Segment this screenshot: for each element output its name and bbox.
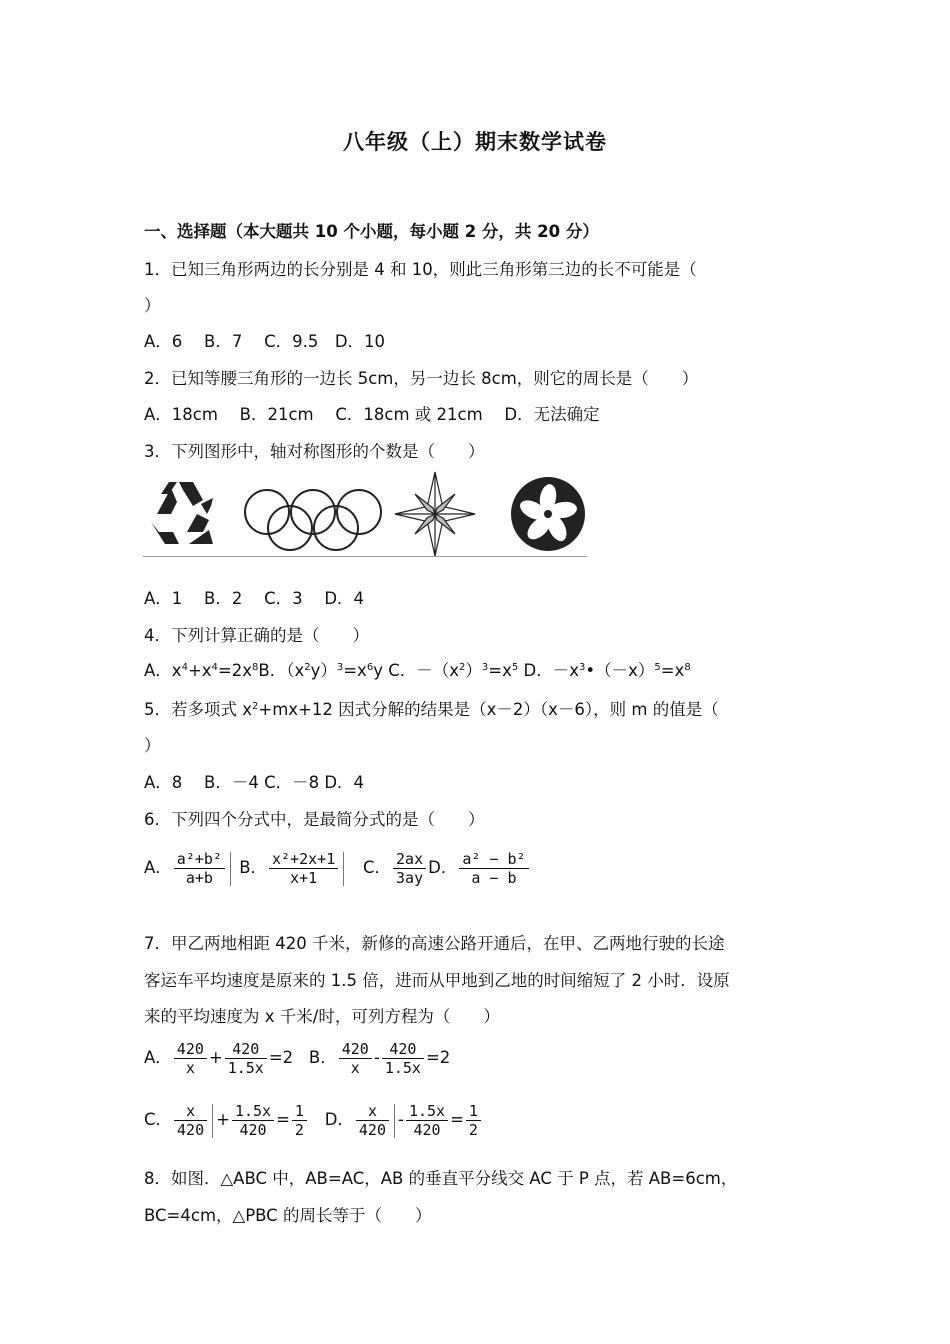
- question-4-stem: 4．下列计算正确的是（ ）: [144, 626, 369, 645]
- q7c-fraction-1: $\frac{x}{420}$: [174, 1102, 207, 1139]
- q6-fraction-b: $\frac{\text{x²+2x+1}}{x+1}$: [269, 850, 338, 887]
- question-6-stem: 6．下列四个分式中，是最简分式的是（ ）: [144, 810, 485, 829]
- question-5-stem: 5．若多项式 $x^2+mx+12$ 因式分解的结果是（x－2）（x－6），则 m 的值是（: [144, 700, 719, 719]
- figure-baseline: [143, 556, 587, 557]
- q7b-fraction-2: $\frac{420}{1.5x}$: [382, 1040, 424, 1077]
- bauhinia-flower-figure: [511, 477, 585, 551]
- question-3-figures: [143, 470, 587, 558]
- page-title: 八年级（上）期末数学试卷: [343, 130, 607, 154]
- question-8-line-2: BC=4cm，△PBC 的周长等于（ ）: [144, 1206, 432, 1225]
- question-2-options: A．18cm B．21cm C．18cm 或 21cm D．无法确定: [144, 405, 600, 424]
- question-1-options: A．6 B．7 C．9.5 D．10: [144, 332, 386, 351]
- question-5-options: A．8 B．－4 C．－8 D．4: [144, 773, 365, 792]
- q4-option-b: B．$(x^2y)^3=x^6y$: [258, 661, 383, 680]
- q7c-fraction-3: $\frac{1}{2}$: [292, 1102, 307, 1139]
- q4-option-c: C．$-(x^2)^3=x^5$: [388, 661, 519, 680]
- question-3-options: A．1 B．2 C．3 D．4: [144, 589, 365, 608]
- q7d-fraction-2: $\frac{1.5x}{420}$: [406, 1102, 448, 1139]
- question-4-options: [144, 657, 691, 681]
- q6-fraction-a: $\frac{\text{a²+b²}}{a+b}$: [174, 850, 225, 887]
- section-heading: 一、选择题（本大题共 10 个小题，每小题 2 分，共 20 分）: [144, 222, 599, 241]
- compass-star-figure: [395, 472, 475, 556]
- question-7-line-2: 客运车平均速度是原来的 1.5 倍，进而从甲地到乙地的时间缩短了 2 小时．设原: [144, 971, 730, 990]
- q7a-fraction-1: $\frac{420}{x}$: [174, 1040, 207, 1077]
- q7d-fraction-1: $\frac{x}{420}$: [356, 1102, 389, 1139]
- question-8-line-1: 8．如图．△ABC 中，AB=AC，AB 的垂直平分线交 AC 于 P 点，若 AB=6cm，: [144, 1169, 738, 1188]
- question-2-stem: 2．已知等腰三角形的一边长 5cm，另一边长 8cm，则它的周长是（ ）: [144, 369, 699, 388]
- recycle-symbol-figure: [151, 482, 213, 544]
- q6-label-c: C．: [363, 858, 392, 877]
- q6-label-d: D．: [428, 858, 458, 877]
- question-3-stem: 3．下列图形中，轴对称图形的个数是（ ）: [144, 442, 485, 461]
- q6-label-b: B．: [239, 858, 268, 877]
- question-1-stem: 1．已知三角形两边的长分别是 4 和 10，则此三角形第三边的长不可能是（: [144, 260, 697, 279]
- question-7-options-ab: A． $\frac{420}{x}$ + $\frac{420}{1.5x}$ =2 B． $\frac{420}{x}$ - $\frac{420}{1.5x}$ =2: [144, 1040, 451, 1077]
- q7b-fraction-1: $\frac{420}{x}$: [339, 1040, 372, 1077]
- q6-fraction-c: $\frac{2ax}{3ay}$: [393, 850, 426, 887]
- question-1-stem-end: ）: [144, 296, 161, 315]
- q7a-fraction-2: $\frac{420}{1.5x}$: [225, 1040, 267, 1077]
- question-6-options: [144, 850, 531, 887]
- q4-option-d: D．$-x^3•(-x)^5=x^8$: [523, 661, 691, 680]
- question-7-line-3: 来的平均速度为 x 千米/时，可列方程为（ ）: [144, 1007, 500, 1026]
- q7c-fraction-2: $\frac{1.5x}{420}$: [232, 1102, 274, 1139]
- question-7-line-1: 7．甲乙两地相距 420 千米，新修的高速公路开通后，在甲、乙两地行驶的长途: [144, 934, 725, 953]
- q7d-fraction-3: $\frac{1}{2}$: [466, 1102, 481, 1139]
- q6-label-a: A．: [144, 858, 172, 877]
- q6-fraction-d: $\frac{\text{a² − b²}}{a - b}$: [459, 850, 528, 887]
- olympic-rings-figure: [245, 490, 381, 550]
- question-7-options-cd: C． $\frac{x}{420}$ + $\frac{1.5x}{420}$ = $\frac{1}{2}$ D． $\frac{x}{420}$ - $\frac{1.5x}{420}$ = $\frac{1}{2}$: [144, 1102, 483, 1139]
- question-5-stem-end: ）: [144, 736, 161, 755]
- q4-option-a: A．$x^4+x^4=2x^8$: [144, 661, 259, 680]
